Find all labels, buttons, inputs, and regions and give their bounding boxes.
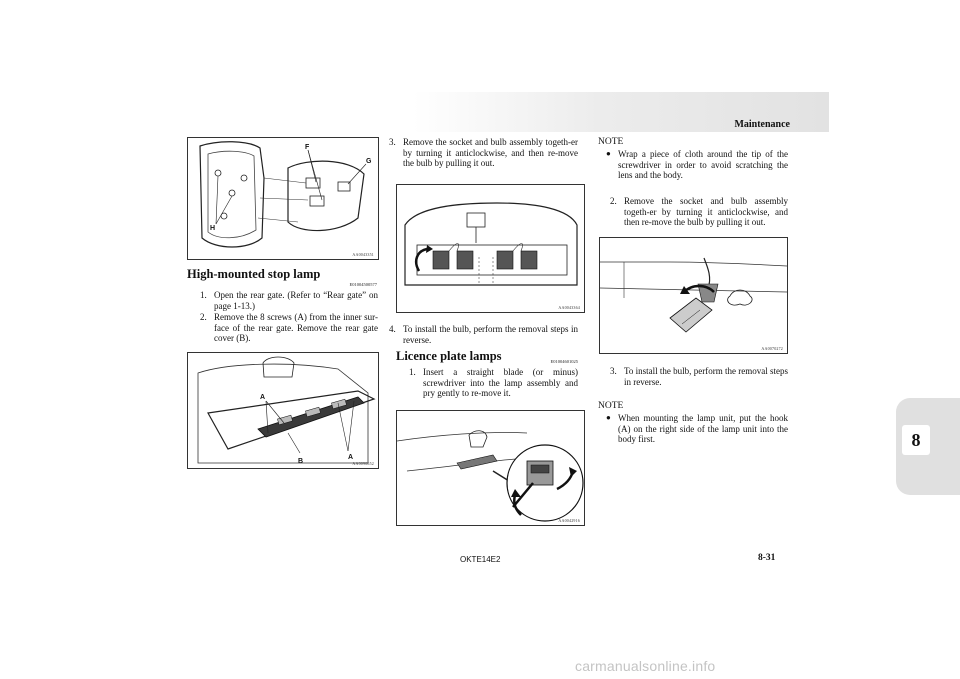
figure-licence-lamp-removal [396, 410, 585, 526]
step-number: 1. [409, 367, 416, 377]
figure-licence-lamp-socket [599, 237, 788, 354]
step-install-licence-bulb [610, 366, 788, 387]
section-ref-stop-lamp: E01004500577 [349, 282, 377, 287]
figure-tail-lamp-removal [187, 137, 379, 260]
step-install-bulb [389, 324, 578, 345]
figure-label-g: G [366, 158, 372, 165]
bullet-icon: ● [606, 149, 611, 158]
chapter-number: 8 [902, 425, 930, 455]
stop-lamp-socket-illustration [397, 185, 584, 312]
figure-label-h: H [210, 225, 216, 232]
figure-label-a: A [260, 394, 266, 401]
figure-label-b: B [298, 458, 304, 465]
step-number: 4. [389, 324, 396, 334]
figure-code: AA0042916 [558, 518, 580, 523]
section-heading-stop-lamp: High-mounted stop lamp [187, 267, 321, 281]
step-number: 2. [610, 196, 617, 206]
section-ref-licence-plate: E01004601025 [550, 359, 578, 364]
figure-label-f: F [305, 144, 310, 151]
figure-code: AA0043364 [558, 305, 580, 310]
section-heading-licence-plate: Licence plate lamps [396, 349, 502, 363]
step-text: Remove the socket and bulb assembly togeth-er by turning it anticlockwise, and then re-move the bulb by pulling it out. [403, 137, 578, 169]
watermark: carmanualsonline.info [575, 658, 716, 674]
step-text: Remove the socket and bulb assembly togeth-er by turning it anticlockwise, and then re-move the bulb by pulling it out. [624, 196, 788, 228]
note-label: NOTE [598, 137, 624, 147]
step-open-rear-gate [200, 290, 378, 311]
step-text: To install the bulb, perform the removal steps in reverse. [624, 366, 788, 387]
step-text: Open the rear gate. (Refer to “Rear gate” on page 1-13.) [214, 290, 378, 311]
note-text: Wrap a piece of cloth around the tip of the screwdriver in order to avoid scratching the lens and the body. [618, 149, 788, 181]
figure-code: AA0070272 [761, 346, 783, 351]
note-text: When mounting the lamp unit, put the hook (A) on the right side of the lamp unit into the body first. [618, 413, 788, 445]
document-code: OKTE14E2 [460, 555, 501, 564]
step-insert-screwdriver [409, 367, 578, 399]
tail-lamp-illustration [188, 138, 378, 259]
figure-rear-gate-cover [187, 352, 379, 469]
figure-label-a: A [348, 454, 354, 461]
note-bullet-hook [606, 413, 788, 445]
step-number: 3. [610, 366, 617, 376]
step-number: 1. [200, 290, 207, 300]
licence-lamp-illustration [397, 411, 584, 525]
figure-code: AA0043351 [352, 252, 374, 257]
step-number: 3. [389, 137, 396, 147]
step-remove-socket [389, 137, 578, 169]
note-bullet-cloth [606, 149, 788, 181]
step-number: 2. [200, 312, 207, 322]
step-text: To install the bulb, perform the removal steps in reverse. [403, 324, 578, 345]
figure-stop-lamp-socket [396, 184, 585, 313]
licence-socket-illustration [600, 238, 787, 353]
step-text: Insert a straight blade (or minus) screwdriver into the lamp assembly and pry gently to re-move it. [423, 367, 578, 399]
bullet-icon: ● [606, 413, 611, 422]
page-number: 8-31 [758, 553, 776, 563]
figure-code: AA0096652 [352, 461, 374, 466]
note-label: NOTE [598, 401, 624, 411]
step-text: Remove the 8 screws (A) from the inner sur-face of the rear gate. Remove the rear gate cover (B). [214, 312, 378, 344]
section-title: Maintenance [734, 119, 790, 130]
step-remove-socket-licence [610, 196, 788, 228]
step-remove-screws [200, 312, 378, 344]
rear-gate-illustration [188, 353, 378, 468]
